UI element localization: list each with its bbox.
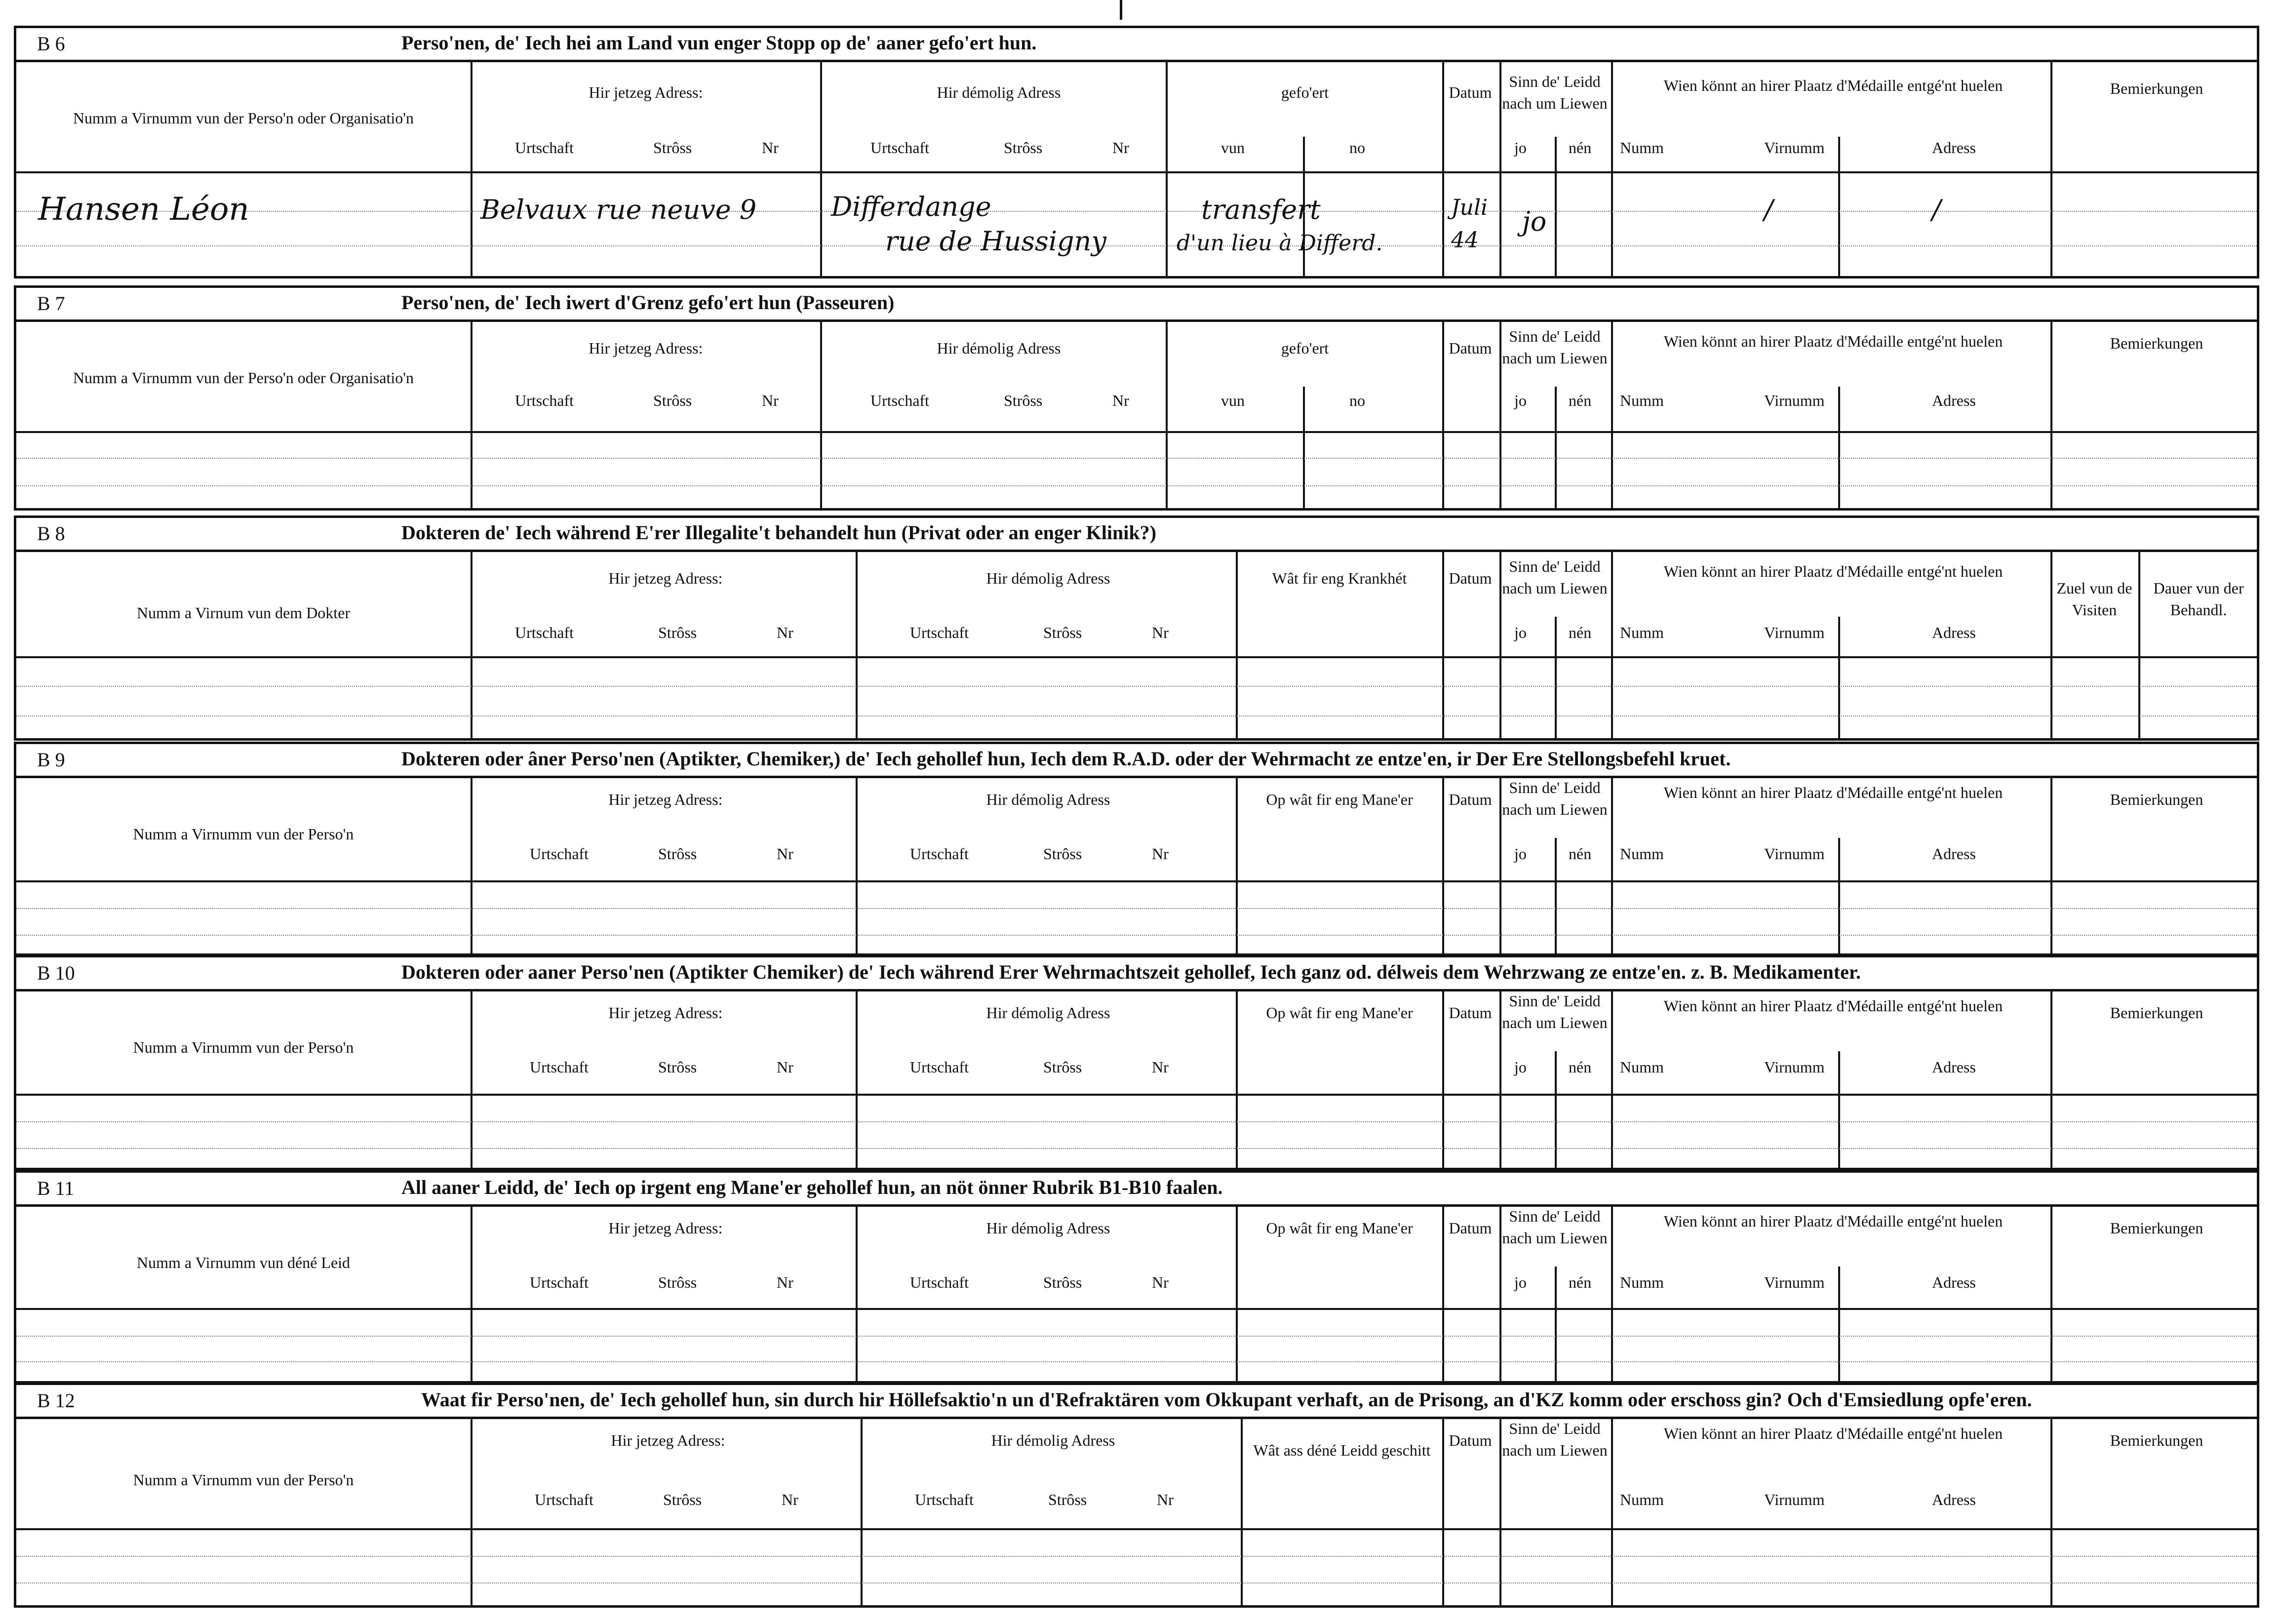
place-label: Urtschaft <box>910 1058 969 1076</box>
address-label: Adress <box>1932 139 1976 157</box>
section-b8 <box>14 515 2259 741</box>
column-rule <box>1555 1051 1557 1168</box>
street-label: Strôss <box>1043 1058 1082 1076</box>
place-label: Urtschaft <box>530 1273 589 1291</box>
date-label: Datum <box>1449 1431 1492 1449</box>
no-label: Nr <box>1112 139 1129 157</box>
section-id: B 12 <box>37 1389 75 1412</box>
firstname-label: Virnumm <box>1764 1491 1825 1508</box>
visits-label: Zuel vun de Visiten <box>2056 579 2132 619</box>
to-label: no <box>1349 139 1365 157</box>
from-label: vun <box>1221 139 1245 157</box>
dotted-writing-line <box>16 1361 2257 1362</box>
surname-label: Numm <box>1620 1058 1664 1076</box>
section-b10 <box>14 955 2259 1170</box>
column-rule <box>1555 1267 1557 1381</box>
column-rule <box>2050 1417 2052 1605</box>
place-label: Urtschaft <box>870 139 930 157</box>
no-label: Nr <box>762 392 779 409</box>
col-name-label: Numm a Virnumm vun der Perso'n <box>133 1038 354 1056</box>
yes-label: jo <box>1514 624 1527 641</box>
current-address-label: Hir jetzeg Adress: <box>611 1431 725 1449</box>
section-b11 <box>14 1170 2259 1384</box>
surname-label: Numm <box>1620 1273 1664 1291</box>
col-name-label: Numm a Virnumm vun der Perso'n oder Organisatio'n <box>73 109 414 127</box>
harm-label: Sinn de' Leidd nach um Liewen <box>1502 779 1608 818</box>
surname-label: Numm <box>1620 139 1664 157</box>
column-rule <box>1303 387 1305 508</box>
street-label: Strôss <box>1043 845 1082 863</box>
column-rule <box>2050 319 2052 508</box>
row-rule <box>16 431 2257 433</box>
dotted-writing-line <box>16 1121 2257 1122</box>
column-rule <box>1611 1204 1613 1381</box>
former-address-label: Hir démolig Adress <box>937 83 1061 101</box>
date-label: Datum <box>1449 1004 1492 1022</box>
column-rule <box>861 1417 863 1605</box>
no-label: Nr <box>777 624 793 641</box>
column-rule <box>856 550 858 738</box>
street-label: Strôss <box>653 392 692 409</box>
no-label: Nr <box>1157 1491 1174 1508</box>
harm-label: Sinn de' Leidd nach um Liewen <box>1502 327 1608 367</box>
address-label: Adress <box>1932 1058 1976 1076</box>
remarks-label: Bemierkungen <box>2110 1219 2204 1237</box>
medal-label: Wien könnt an hirer Plaatz d'Médaille entgé'nt huelen <box>1663 1425 2003 1442</box>
transported-label: gefo'ert <box>1281 83 1329 101</box>
dotted-writing-line <box>16 245 2257 246</box>
column-rule <box>820 319 822 508</box>
place-label: Urtschaft <box>530 845 589 863</box>
place-label: Urtschaft <box>910 624 969 641</box>
address-label: Adress <box>1932 845 1976 863</box>
column-rule <box>1838 617 1840 738</box>
street-label: Strôss <box>1004 392 1043 409</box>
address-label: Adress <box>1932 1491 1976 1508</box>
section-header <box>16 744 2257 778</box>
section-b9 <box>14 742 2259 956</box>
manner-label: Op wât fir eng Mane'er <box>1266 791 1413 808</box>
section-id: B 9 <box>37 749 65 771</box>
entry-medal-mark-1: / <box>1764 194 1773 225</box>
harm-label: Sinn de' Leidd nach um Liewen <box>1502 1207 1608 1247</box>
place-label: Urtschaft <box>915 1491 974 1508</box>
no-label: Nr <box>1112 392 1129 409</box>
entry-date-2: 44 <box>1451 228 1479 253</box>
dotted-writing-line <box>16 908 2257 909</box>
street-label: Strôss <box>1004 139 1043 157</box>
column-rule <box>471 1417 472 1605</box>
place-label: Urtschaft <box>515 139 574 157</box>
section-header <box>16 957 2257 991</box>
yes-label: jo <box>1514 1058 1527 1076</box>
section-b12 <box>14 1383 2259 1608</box>
row-rule <box>16 1528 2257 1530</box>
place-label: Urtschaft <box>535 1491 594 1508</box>
yes-label: jo <box>1514 845 1527 863</box>
no-label: Nr <box>1152 624 1169 641</box>
medal-label: Wien könnt an hirer Plaatz d'Médaille entgé'nt huelen <box>1663 77 2003 94</box>
section-header <box>16 1385 2257 1419</box>
column-rule <box>1838 1051 1840 1168</box>
street-label: Strôss <box>1048 1491 1087 1508</box>
column-rule <box>1236 776 1238 953</box>
column-rule <box>1236 1204 1238 1381</box>
medal-label: Wien könnt an hirer Plaatz d'Médaille entgé'nt huelen <box>1663 562 2003 580</box>
firstname-label: Virnumm <box>1764 139 1825 157</box>
entry-current-address: Belvaux rue neuve 9 <box>480 194 757 225</box>
surname-label: Numm <box>1620 845 1664 863</box>
column-rule <box>1555 617 1557 738</box>
street-label: Strôss <box>663 1491 702 1508</box>
column-rule <box>856 989 858 1168</box>
dotted-writing-line <box>16 1556 2257 1557</box>
no-answer-label: nén <box>1569 845 1592 863</box>
remarks-label: Bemierkungen <box>2110 334 2204 352</box>
section-id: B 7 <box>37 292 65 315</box>
surname-label: Numm <box>1620 1491 1664 1508</box>
no-answer-label: nén <box>1569 139 1592 157</box>
dotted-writing-line <box>16 485 2257 486</box>
column-rule <box>1555 387 1557 508</box>
former-address-label: Hir démolig Adress <box>991 1431 1115 1449</box>
place-label: Urtschaft <box>910 845 969 863</box>
address-label: Adress <box>1932 624 1976 641</box>
section-header <box>16 288 2257 322</box>
current-address-label: Hir jetzeg Adress: <box>589 339 703 357</box>
column-rule <box>2050 1204 2052 1381</box>
entry-former-address-1: Differdange <box>831 191 991 222</box>
column-rule <box>1838 1267 1840 1381</box>
row-rule <box>16 656 2257 658</box>
section-title: Perso'nen, de' Iech hei am Land vun enger Stopp op de' aaner gefo'ert hun. <box>401 32 1037 54</box>
col-name-label: Numm a Virnum vun dem Dokter <box>136 604 351 622</box>
no-label: Nr <box>1152 1058 1169 1076</box>
no-label: Nr <box>1152 1273 1169 1291</box>
no-label: Nr <box>782 1491 798 1508</box>
section-title: Waat fir Perso'nen, de' Iech gehollef hun, sin durch hir Höllefsaktio'n un d'Refraktären vom Okkupant verhaft, an de Prisong, an d'KZ komm oder erschoss gin? Och d'Emsiedlung opfe'eren. <box>421 1388 2032 1411</box>
column-rule <box>1611 776 1613 953</box>
column-rule <box>1611 989 1613 1168</box>
entry-transported-1: transfert <box>1201 194 1321 225</box>
street-label: Strôss <box>658 624 697 641</box>
column-rule <box>471 776 472 953</box>
former-address-label: Hir démolig Adress <box>937 339 1061 357</box>
section-title: Dokteren oder âner Perso'nen (Aptikter, Chemiker,) de' Iech gehollef hun, Iech dem R.A.D. oder der Wehrmacht ze entze'en, ir Der Ere Stellongsbefehl kruet. <box>401 748 1731 770</box>
section-title: All aaner Leidd, de' Iech op irgent eng Mane'er gehollef hun, an nöt önner Rubrik B1-B10 faalen. <box>401 1176 1223 1198</box>
row-rule <box>16 1308 2257 1310</box>
section-id: B 10 <box>37 962 75 984</box>
entry-former-address-2: rue de Hussigny <box>885 226 1106 257</box>
harm-label: Sinn de' Leidd nach um Liewen <box>1502 73 1608 112</box>
firstname-label: Virnumm <box>1764 624 1825 641</box>
column-rule <box>471 319 472 508</box>
dotted-writing-line <box>16 1148 2257 1149</box>
section-b6 <box>14 26 2259 278</box>
no-label: Nr <box>762 139 779 157</box>
section-title: Dokteren oder aaner Perso'nen (Aptikter Chemiker) de' Iech während Erer Wehrmachtszeit gehollef, Iech ganz od. délweis dem Wehrzwang ze entze'en. z. B. Medikamenter. <box>401 961 1861 983</box>
firstname-label: Virnumm <box>1764 392 1825 409</box>
place-label: Urtschaft <box>870 392 930 409</box>
medal-label: Wien könnt an hirer Plaatz d'Médaille entgé'nt huelen <box>1663 1212 2003 1230</box>
row-rule <box>16 171 2257 173</box>
surname-label: Numm <box>1620 392 1664 409</box>
address-label: Adress <box>1932 1273 1976 1291</box>
yes-label: jo <box>1514 1273 1527 1291</box>
former-address-label: Hir démolig Adress <box>986 791 1110 808</box>
current-address-label: Hir jetzeg Adress: <box>589 83 703 101</box>
column-rule <box>1838 838 1840 953</box>
harm-label: Sinn de' Leidd nach um Liewen <box>1502 557 1608 597</box>
former-address-label: Hir démolig Adress <box>986 569 1110 587</box>
place-label: Urtschaft <box>910 1273 969 1291</box>
column-rule <box>856 776 858 953</box>
dotted-writing-line <box>16 935 2257 936</box>
column-rule <box>2050 776 2052 953</box>
date-label: Datum <box>1449 569 1492 587</box>
column-rule <box>471 60 472 276</box>
manner-label: Op wât fir eng Mane'er <box>1266 1004 1413 1022</box>
col-name-label: Numm a Virnumm vun der Perso'n <box>133 1471 354 1489</box>
section-id: B 8 <box>37 522 65 545</box>
column-rule <box>820 60 822 276</box>
section-title: Perso'nen, de' Iech iwert d'Grenz gefo'ert hun (Passeuren) <box>401 291 895 314</box>
medal-label: Wien könnt an hirer Plaatz d'Médaille entgé'nt huelen <box>1663 332 2003 350</box>
date-label: Datum <box>1449 791 1492 808</box>
street-label: Strôss <box>658 845 697 863</box>
date-label: Datum <box>1449 1219 1492 1237</box>
place-label: Urtschaft <box>515 392 574 409</box>
firstname-label: Virnumm <box>1764 1058 1825 1076</box>
column-rule <box>471 989 472 1168</box>
column-rule <box>1838 137 1840 276</box>
no-label: Nr <box>777 845 793 863</box>
column-rule <box>2050 60 2052 276</box>
col-name-label: Numm a Virnumm vun der Perso'n <box>133 825 354 843</box>
column-rule <box>1611 550 1613 738</box>
column-rule <box>1611 319 1613 508</box>
no-answer-label: nén <box>1569 392 1592 409</box>
duration-label: Dauer vun der Behandl. <box>2153 579 2244 619</box>
remarks-label: Bemierkungen <box>2110 79 2204 97</box>
street-label: Strôss <box>658 1058 697 1076</box>
dotted-writing-line <box>16 211 2257 212</box>
address-label: Adress <box>1932 392 1976 409</box>
to-label: no <box>1349 392 1365 409</box>
section-header <box>16 28 2257 62</box>
entry-date-1: Juli <box>1451 195 1488 220</box>
remarks-label: Bemierkungen <box>2110 791 2204 808</box>
street-label: Strôss <box>658 1273 697 1291</box>
medal-label: Wien könnt an hirer Plaatz d'Médaille entgé'nt huelen <box>1663 784 2003 801</box>
from-label: vun <box>1221 392 1245 409</box>
section-id: B 6 <box>37 33 65 55</box>
dotted-writing-line <box>16 1583 2257 1584</box>
firstname-label: Virnumm <box>1764 845 1825 863</box>
firstname-label: Virnumm <box>1764 1273 1825 1291</box>
section-title: Dokteren de' Iech während E'rer Illegalite't behandelt hun (Privat oder an enger Klinik?) <box>401 521 1156 544</box>
entry-name: Hansen Léon <box>38 191 249 228</box>
medal-label: Wien könnt an hirer Plaatz d'Médaille entgé'nt huelen <box>1663 997 2003 1015</box>
current-address-label: Hir jetzeg Adress: <box>608 1219 723 1237</box>
street-label: Strôss <box>1043 624 1082 641</box>
section-id: B 11 <box>37 1177 75 1199</box>
no-answer-label: nén <box>1569 1058 1592 1076</box>
column-rule <box>1236 989 1238 1168</box>
illness-label: Wât fir eng Krankhét <box>1272 569 1407 587</box>
top-binding-mark <box>1120 0 1122 20</box>
column-rule <box>1241 1417 1243 1605</box>
what-happened-label: Wât ass déné Leidd geschitt <box>1253 1441 1431 1459</box>
column-rule <box>856 1204 858 1381</box>
column-rule <box>1838 387 1840 508</box>
section-header <box>16 518 2257 552</box>
current-address-label: Hir jetzeg Adress: <box>608 1004 723 1022</box>
section-b7 <box>14 285 2259 511</box>
former-address-label: Hir démolig Adress <box>986 1219 1110 1237</box>
column-rule <box>1236 550 1238 738</box>
no-label: Nr <box>777 1058 793 1076</box>
remarks-label: Bemierkungen <box>2110 1431 2204 1449</box>
date-label: Datum <box>1449 339 1492 357</box>
column-rule <box>1611 60 1613 276</box>
surname-label: Numm <box>1620 624 1664 641</box>
current-address-label: Hir jetzeg Adress: <box>608 569 723 587</box>
column-rule <box>1611 1417 1613 1605</box>
column-rule <box>471 550 472 738</box>
dotted-writing-line <box>16 715 2257 716</box>
no-answer-label: nén <box>1569 1273 1592 1291</box>
former-address-label: Hir démolig Adress <box>986 1004 1110 1022</box>
place-label: Urtschaft <box>515 624 574 641</box>
column-rule <box>2050 989 2052 1168</box>
yes-label: jo <box>1514 392 1527 409</box>
col-name-label: Numm a Virnumm vun déné Leid <box>136 1254 351 1271</box>
place-label: Urtschaft <box>530 1058 589 1076</box>
harm-label: Sinn de' Leidd nach um Liewen <box>1502 1420 1608 1459</box>
row-rule <box>16 880 2257 882</box>
yes-label: jo <box>1514 139 1527 157</box>
dotted-writing-line <box>16 1336 2257 1337</box>
entry-medal-mark-2: / <box>1932 194 1941 225</box>
entry-transported-2: d'un lieu à Differd. <box>1177 231 1383 256</box>
remarks-label: Bemierkungen <box>2110 1004 2204 1022</box>
no-label: Nr <box>1152 845 1169 863</box>
row-rule <box>16 1094 2257 1096</box>
no-answer-label: nén <box>1569 624 1592 641</box>
street-label: Strôss <box>1043 1273 1082 1291</box>
section-header <box>16 1173 2257 1207</box>
dotted-writing-line <box>16 458 2257 459</box>
no-label: Nr <box>777 1273 793 1291</box>
entry-harm-yes: jo <box>1522 206 1547 237</box>
col-name-label: Numm a Virnumm vun der Perso'n oder Organisatio'n <box>73 369 414 387</box>
street-label: Strôss <box>653 139 692 157</box>
column-rule <box>1555 838 1557 953</box>
column-rule <box>471 1204 472 1381</box>
harm-label: Sinn de' Leidd nach um Liewen <box>1502 992 1608 1031</box>
transported-label: gefo'ert <box>1281 339 1329 357</box>
date-label: Datum <box>1449 83 1492 101</box>
dotted-writing-line <box>16 686 2257 687</box>
manner-label: Op wât fir eng Mane'er <box>1266 1219 1413 1237</box>
current-address-label: Hir jetzeg Adress: <box>608 791 723 808</box>
column-rule <box>1555 137 1557 276</box>
